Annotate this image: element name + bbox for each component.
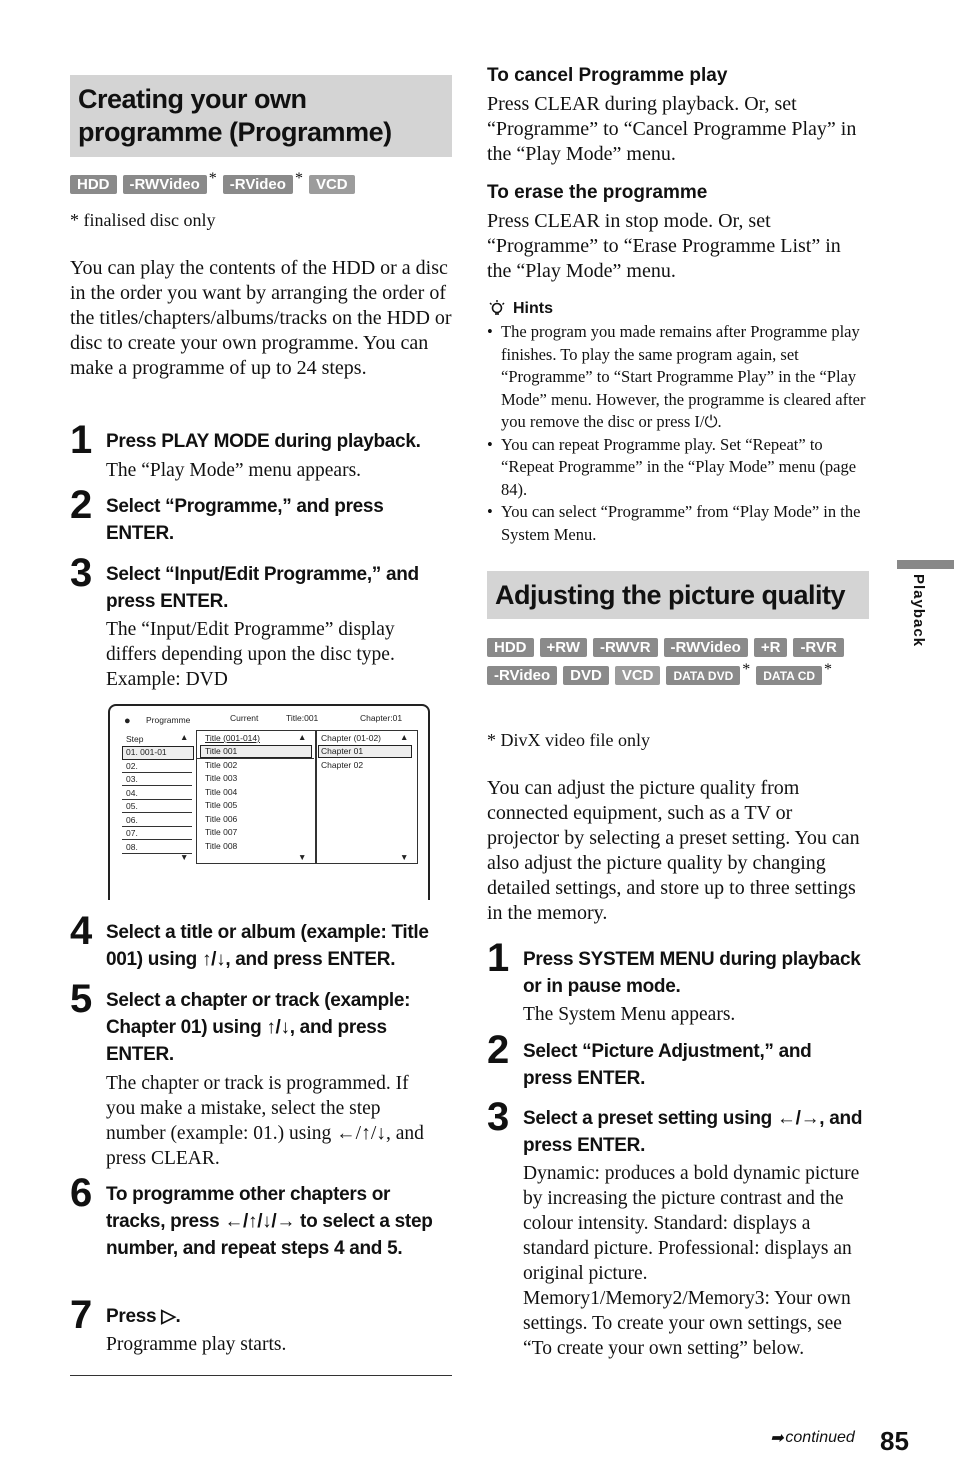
programme-screen-example: ● Programme Current Title:001 Chapter:01 Step ▲ 01. 001-01 02. 03. 04. 05. 06. 07. 08. ▼ Title (001-014) ▲ Title 001 Title 002 Title 003 Title 004 Title 005 Title 006 Title 007 Title 008 ▼ Chapter (01-02) ▲ Chapter 01 Chapter 02 ▼ <box>108 704 430 900</box>
badge-note: * finalised disc only <box>70 210 216 230</box>
step-title: To programme other chapters or tracks, press ←/↑/↓/→ to select a step number, and repeat steps 4 and 5. <box>106 1184 433 1259</box>
intro-paragraph: You can play the contents of the HDD or a disc in the order you want by arranging the order of the titles/chapters/albums/tracks on the HDD or disc to create your own programme. You can make a programme of up to 24 steps. <box>70 257 452 379</box>
step-title: Select a preset setting using ←/→, and press ENTER. <box>523 1108 863 1156</box>
hint-item: • The program you made remains after Programme play finishes. To play the same program again, set “Programme” to “Start Programme Play” in the “Play Mode” menu. However, the programme is cleared after you remove the disc or press I/⏻. <box>487 321 869 434</box>
picture-intro: You can adjust the picture quality from connected equipment, such as a TV or projector by selecting a preset setting. You can also adjust the picture quality by changing detailed settings, and store up to three settings in the memory. <box>487 777 860 924</box>
cancel-heading: To cancel Programme play <box>487 65 728 86</box>
badge-plus-rw: +RW <box>540 638 587 657</box>
step-title: Select “Input/Edit Programme,” and press ENTER. <box>106 564 419 612</box>
section-title-programme: Creating your own programme (Programme) <box>70 75 452 157</box>
step-number: 6 <box>70 1171 93 1215</box>
step-title: Select “Picture Adjustment,” and press ENTER. <box>523 1041 812 1089</box>
lightbulb-icon <box>487 299 507 319</box>
step-number: 3 <box>487 1095 510 1139</box>
step-title: Select “Programme,” and press ENTER. <box>106 496 384 544</box>
erase-heading: To erase the programme <box>487 182 708 203</box>
disc-badges-picture: HDD +RW -RWVR -RWVideo +R -RVR -RVideo DVD VCD DATA DVD * DATA CD * <box>487 638 867 685</box>
side-tab-bar <box>897 560 954 569</box>
step-number: 5 <box>70 977 93 1021</box>
step-number: 3 <box>70 551 93 595</box>
step-title: Press ▷. <box>106 1306 181 1327</box>
erase-body: Press CLEAR in stop mode. Or, set “Programme” to “Erase Programme List” in the “Play Mode” menu. <box>487 210 841 282</box>
badge-r-video: -RVideo <box>223 175 293 194</box>
continued-note: ➡ continued <box>770 1429 855 1447</box>
hints-heading: Hints <box>487 299 553 319</box>
step-title: Select a title or album (example: Title 001) using ↑/↓, and press ENTER. <box>106 922 429 970</box>
step-number: 7 <box>70 1293 93 1337</box>
step-body: The “Input/Edit Programme” display differs depending upon the disc type. Example: DVD <box>106 619 395 690</box>
badge-note-divx: * DivX video file only <box>487 730 650 750</box>
badge-rw-video: -RWVideo <box>123 175 207 194</box>
step-number: 1 <box>70 418 93 462</box>
page-number: 85 <box>880 1426 909 1456</box>
step-title: Press SYSTEM MENU during playback or in pause mode. <box>523 949 861 997</box>
cancel-body: Press CLEAR during playback. Or, set “Programme” to “Cancel Programme Play” in the “Play Mode” menu. <box>487 93 857 165</box>
hint-item: • You can repeat Programme play. Set “Repeat” to “Repeat Programme” in the “Play Mode” menu (page 84). <box>487 434 869 502</box>
disc-badges-programme: HDD -RWVideo * -RVideo * VCD <box>70 175 355 194</box>
badge-rw-video: -RWVideo <box>664 638 748 657</box>
screen-header: Programme <box>146 715 191 725</box>
step-body: The chapter or track is programmed. If you make a mistake, select the step number (example: 01.) using ←/↑/↓, and press CLEAR. <box>106 1073 424 1169</box>
badge-plus-r: +R <box>754 638 788 657</box>
badge-hdd: HDD <box>70 175 117 194</box>
step-body: Dynamic: produces a bold dynamic picture by increasing the picture contrast and the colour intensity. Standard: displays a standard picture. Professional: displays an original picture. Memory1/Memory2/Memory3: Your own settings. To create your own settings, see “To create your own setting” below. <box>523 1163 860 1359</box>
step-number: 2 <box>70 483 93 527</box>
hint-item: • You can select “Programme” from “Play Mode” in the System Menu. <box>487 501 869 546</box>
badge-r-vr: -RVR <box>793 638 843 657</box>
step-body: The System Menu appears. <box>523 1004 736 1025</box>
arrow-right-icon: ➡ <box>770 1430 784 1447</box>
step-title: Press PLAY MODE during playback. <box>106 431 421 452</box>
step-number: 1 <box>487 936 510 980</box>
badge-data-cd: DATA CD <box>756 666 822 685</box>
badge-vcd: VCD <box>615 666 661 685</box>
step-number: 2 <box>487 1028 510 1072</box>
section-title-picture-quality: Adjusting the picture quality <box>487 571 869 619</box>
badge-vcd: VCD <box>309 175 355 194</box>
step-body: Programme play starts. <box>106 1334 287 1355</box>
hints-list <box>487 321 869 546</box>
badge-data-dvd: DATA DVD <box>666 666 740 685</box>
step-title: Select a chapter or track (example: Chapter 01) using ↑/↓, and press ENTER. <box>106 990 411 1065</box>
badge-r-video: -RVideo <box>487 666 557 685</box>
column-end-rule <box>70 1375 452 1376</box>
step-body: The “Play Mode” menu appears. <box>106 460 362 481</box>
badge-dvd: DVD <box>563 666 609 685</box>
badge-hdd: HDD <box>487 638 534 657</box>
step-number: 4 <box>70 909 93 953</box>
side-tab-label: Playback <box>910 574 927 648</box>
badge-rw-vr: -RWVR <box>593 638 658 657</box>
